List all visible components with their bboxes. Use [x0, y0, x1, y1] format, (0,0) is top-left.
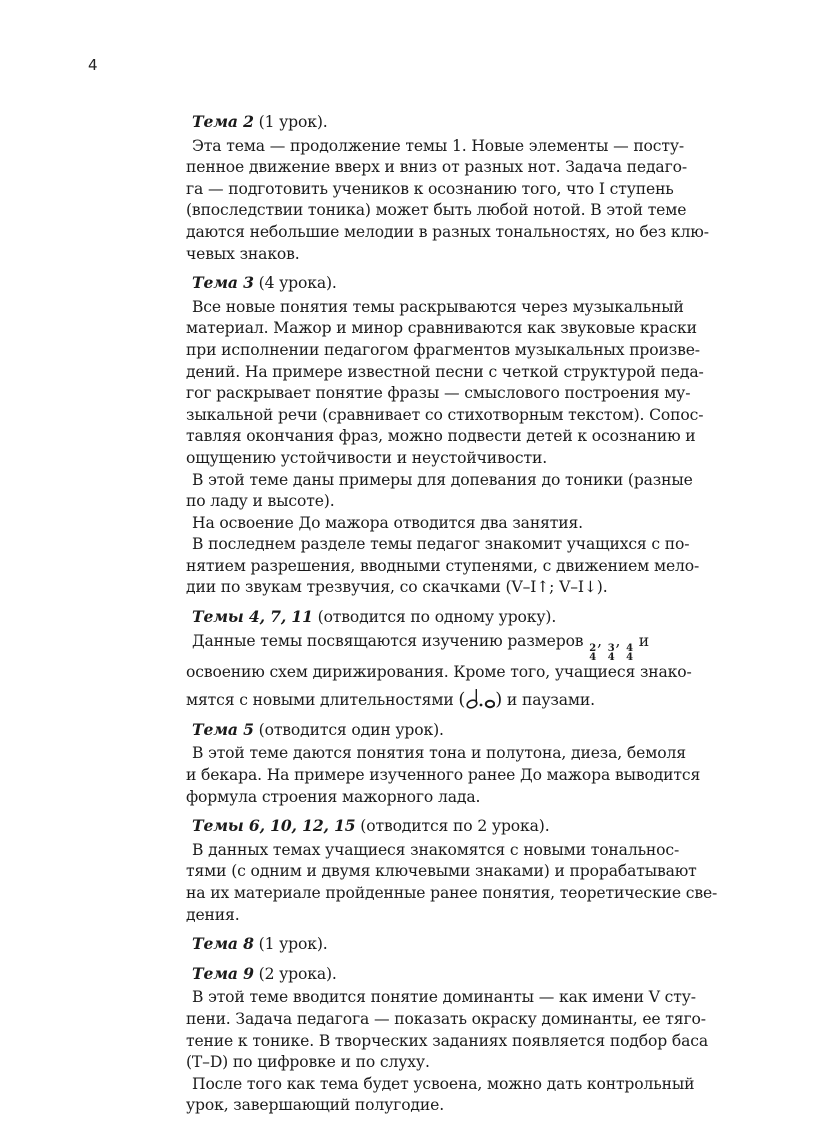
text-line: дений. На примере известной песни с четкой структурой педа-: [186, 362, 704, 381]
heading-rest: (1 урок).: [253, 935, 328, 954]
page-number: 4: [88, 56, 98, 74]
text-line: Все новые понятия темы раскрываются через музыкальный: [192, 297, 684, 316]
text-line: [186, 631, 700, 662]
time-signature-bottom: 4: [607, 651, 615, 663]
text-line: на их материале пройденные ранее понятия, теоретические све-: [186, 884, 718, 902]
text-line: [186, 689, 700, 712]
text-line: даются небольшие мелодии в разных тональностях, но без клю-: [186, 222, 709, 241]
section-tema-3: [186, 272, 704, 599]
dotted-half-note-icon: [465, 689, 495, 709]
line-prefix: мятся с новыми длительностями: [186, 691, 459, 710]
paragraph: [186, 136, 709, 266]
heading-title: Тема 9: [192, 963, 254, 983]
heading-rest: (1 урок).: [253, 113, 328, 131]
paragraph: [186, 631, 700, 712]
paragraph: [186, 513, 700, 535]
text-line: Эта тема — продолжение темы 1. Новые элементы — посту-: [192, 136, 685, 155]
paragraph: [186, 297, 704, 470]
text-line: дии по звукам трезвучия, со скачками (V–I↑; V–I↓).: [186, 578, 608, 597]
time-signature-bottom: 4: [589, 651, 597, 663]
line-prefix: Данные темы посвящаются изучению размеров: [192, 631, 589, 650]
section-tema-8: [186, 933, 700, 956]
line-suffix: и паузами.: [502, 691, 595, 710]
text-column: [186, 111, 718, 1124]
heading-title: Темы 6, 10, 12, 15: [192, 816, 356, 836]
text-line: тями (с одним и двумя ключевыми знаками) и прорабатывают: [186, 862, 697, 881]
heading-title: Тема 5: [192, 719, 254, 739]
time-signature: [608, 644, 615, 662]
time-signature-top: 4: [626, 642, 633, 654]
heading-title: Тема 2: [192, 112, 254, 131]
text-line: дения.: [186, 905, 240, 924]
paragraph: [186, 840, 718, 926]
time-signature-top: 2: [589, 642, 597, 654]
time-signature-top: 3: [607, 642, 615, 654]
text-line: ощущению устойчивости и неустойчивости.: [186, 448, 548, 467]
text-line: чевых знаков.: [186, 244, 300, 263]
text-line: После того как тема будет усвоена, можно дать контрольный: [192, 1074, 695, 1093]
section-tema-5: [186, 719, 700, 808]
section-tema-2: [186, 111, 709, 265]
text-line: В этой теме вводится понятие доминанты — как имени V сту-: [192, 988, 696, 1007]
text-line: На освоение До мажора отводится два занятия.: [192, 513, 583, 532]
text-line: материал. Мажор и минор сравниваются как звуковые краски: [186, 319, 697, 338]
text-line: зыкальной речи (сравнивает со стихотворным текстом). Сопос-: [186, 405, 704, 424]
paren-close: ): [495, 689, 503, 711]
paragraph: [186, 1074, 700, 1117]
section-heading: [192, 606, 700, 629]
paren-open: (: [458, 689, 466, 711]
text-line: формула строения мажорного лада.: [186, 787, 481, 806]
text-line: нятием разрешения, вводными ступенями, с движением мело-: [186, 556, 700, 575]
text-line: В этой теме даются понятия тона и полутона, диеза, бемоля: [192, 744, 686, 763]
time-signature: [589, 644, 596, 662]
section-heading: [192, 111, 700, 134]
section-heading: [192, 719, 700, 742]
paragraph: [186, 743, 700, 808]
text-line: тение к тонике. В творческих заданиях появляется подбор баса: [186, 1031, 708, 1050]
heading-title: Тема 8: [192, 934, 254, 954]
heading-title: Тема 3: [192, 273, 254, 293]
time-signature: [626, 644, 633, 662]
section-temy-6-10-12-15: [186, 815, 718, 926]
signature-separator: ,: [615, 631, 621, 650]
text-line: и бекара. На примере изученного ранее До мажора выводится: [186, 766, 701, 785]
section-heading: [192, 933, 700, 956]
text-line: (впоследствии тоника) может быть любой нотой. В этой теме: [186, 201, 687, 220]
text-line: при исполнении педагогом фрагментов музыкальных произве-: [186, 340, 700, 359]
heading-rest: (отводится по 2 урока).: [355, 817, 550, 836]
section-heading: [192, 815, 700, 838]
text-line: тавляя окончания фраз, можно подвести детей к осознанию и: [186, 427, 696, 446]
section-tema-9: [186, 963, 708, 1117]
section-heading: [192, 272, 700, 295]
text-line: га — подготовить учеников к осознанию того, что I ступень: [186, 179, 674, 198]
heading-rest: (2 урока).: [253, 964, 337, 983]
section-heading: [192, 963, 700, 986]
text-line: по ладу и высоте).: [186, 492, 335, 511]
line-suffix: и: [633, 631, 649, 650]
heading-title: Темы 4, 7, 11: [192, 607, 313, 627]
section-temy-4-7-11: [186, 606, 700, 712]
text-line: пенное движение вверх и вниз от разных нот. Задача педаго-: [186, 158, 687, 177]
heading-rest: (4 урока).: [253, 274, 337, 293]
paragraph: [186, 987, 708, 1073]
paragraph: [186, 534, 700, 599]
text-line: В последнем разделе темы педагог знакомит учащихся с по-: [192, 535, 690, 554]
text-line: (T–D) по цифровке и по слуху.: [186, 1053, 430, 1072]
text-line: В этой теме даны примеры для допевания до тоники (разные: [192, 470, 693, 489]
heading-rest: (отводится по одному уроку).: [312, 608, 557, 627]
time-signature-bottom: 4: [626, 651, 633, 663]
signature-separator: ,: [597, 631, 602, 650]
text-line: урок, завершающий полугодие.: [186, 1096, 445, 1115]
paragraph: [186, 470, 700, 513]
text-line: освоению схем дирижирования. Кроме того, учащиеся знако-: [186, 662, 692, 681]
heading-rest: (отводится один урок).: [253, 720, 444, 739]
text-line: В данных темах учащиеся знакомятся с новыми тональнос-: [192, 840, 680, 859]
text-line: пени. Задача педагога — показать окраску доминанты, ее тяго-: [186, 1009, 706, 1028]
text-line: гог раскрывает понятие фразы — смыслового построения му-: [186, 384, 691, 403]
